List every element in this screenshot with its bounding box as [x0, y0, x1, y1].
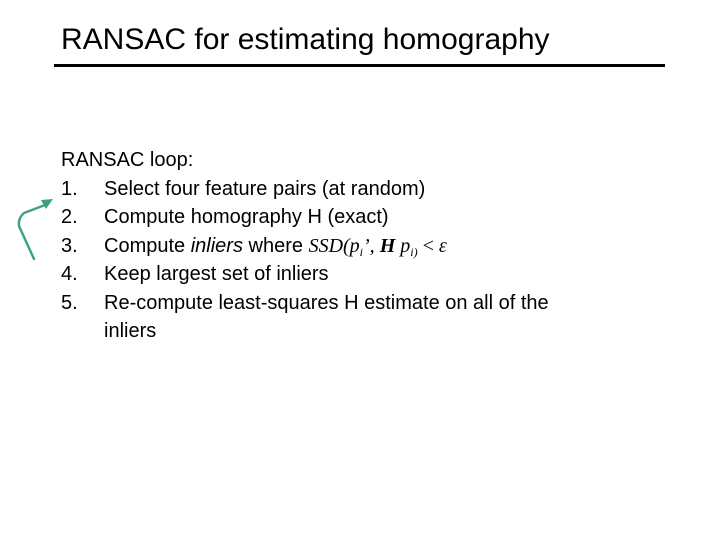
intro-line: RANSAC loop: [61, 149, 194, 171]
formula-mid: ’, [363, 234, 380, 257]
formula-epsilon: ε [438, 234, 447, 257]
slide-body [61, 146, 549, 346]
step-number: 2. [61, 206, 78, 228]
formula-fn: SSD(p [308, 234, 360, 257]
formula-subscript: i [359, 244, 364, 259]
step-text: Compute homography H (exact) [104, 206, 389, 228]
ssd-formula [309, 235, 447, 257]
formula-h: H [379, 234, 396, 257]
step-number: 1. [61, 177, 78, 200]
step-text-post: where [242, 234, 309, 257]
formula-subscript: i) [410, 244, 418, 259]
list-item [61, 203, 549, 232]
step-number: 3. [61, 234, 78, 257]
step-continuation: inliers [104, 320, 157, 342]
list-item [61, 289, 549, 318]
step-text: Re-compute least-squares H estimate on all of the [104, 291, 549, 314]
list-item [61, 260, 549, 289]
slide-title: RANSAC for estimating homography [61, 23, 550, 56]
list-item [61, 232, 549, 261]
step-number: 5. [61, 291, 78, 314]
formula-p: p [395, 234, 411, 257]
step-text-pre: Compute [104, 234, 191, 257]
step-text: Keep largest set of inliers [104, 263, 329, 285]
step-number: 4. [61, 263, 78, 285]
step-text-emphasis: inliers [190, 234, 243, 257]
list-item [61, 175, 549, 204]
step-text: Select four feature pairs (at random) [104, 177, 426, 200]
formula-less-than: < [417, 234, 439, 257]
